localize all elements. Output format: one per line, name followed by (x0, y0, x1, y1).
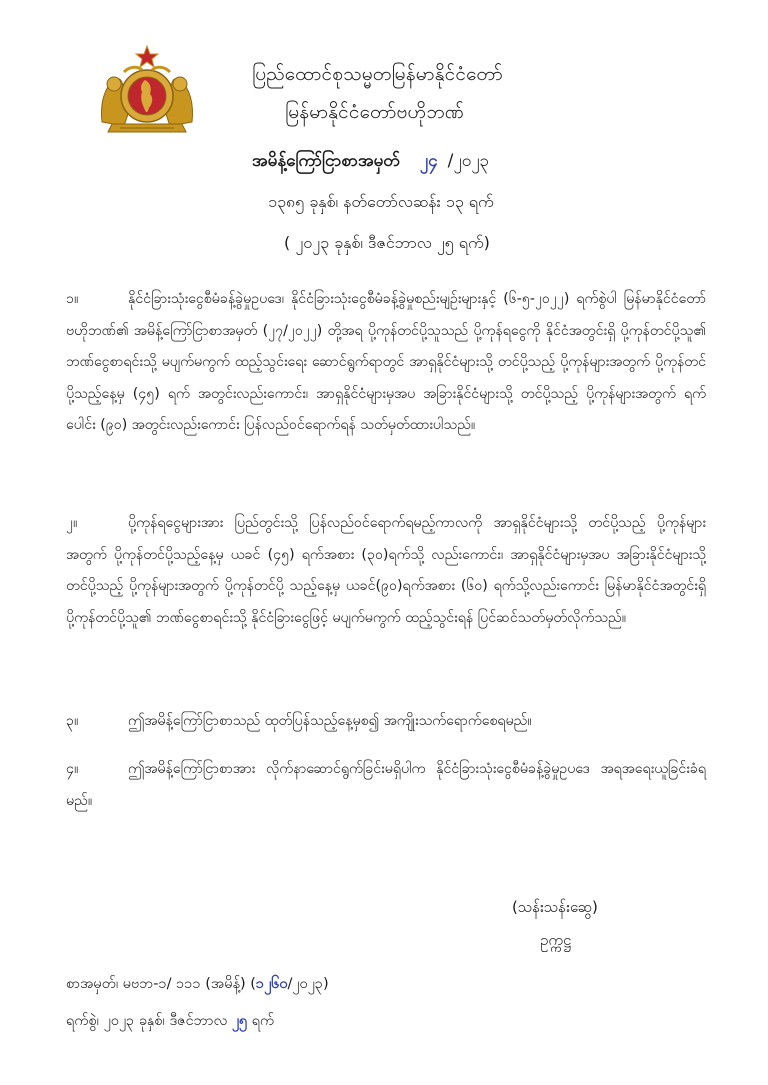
notification-number (252, 150, 489, 175)
paragraph-3 (66, 706, 706, 738)
paragraph-number: ၃။ (66, 713, 79, 729)
reference-day-handwritten: ၂၅ (231, 1013, 248, 1029)
reference-date-suffix: ရက် (251, 1013, 275, 1029)
paragraph-text: ဤအမိန့်ကြော်ငြာစာအား လိုက်နာဆောင်ရွက်ခြင်းမရှိပါက နိုင်ငံခြားသုံးငွေစီမံခန့်ခွဲမှုဥပဒေ အရအရေးယူခြင်းခံရမည်။ (66, 761, 706, 809)
state-seal-emblem (94, 44, 200, 138)
paragraph-1 (66, 284, 706, 442)
reference-date (66, 1012, 274, 1033)
bank-name: မြန်မာနိုင်ငံတော်ဗဟိုဘဏ် (285, 101, 465, 123)
reference-number (66, 975, 329, 996)
government-name: ပြည်ထောင်စုသမ္မတမြန်မာနိုင်ငံတော် (252, 63, 503, 85)
paragraph-text: နိုင်ငံခြားသုံးငွေစီမံခန့်ခွဲမှုဥပဒေ၊ နိုင်ငံခြားသုံးငွေစီမံခန့်ခွဲမှုစည်းမျဉ်းများနှင့် (၆-၅-၂၀၂၂) ရက်စွဲပါ မြန်မာနိုင်ငံတော်ဗဟိုဘဏ်၏ အမိန့်ကြော်ငြာစာအမှတ် (၂၇/၂၀၂၂) တို့အရ ပို့ကုန်တင်ပို့သူသည် ပို့ကုန်ရငွေကို နိုင်ငံအတွင်းရှိ ပို့ကုန်တင်ပို့သူ၏ ဘဏ်ငွေစာရင်းသို့ မပျက်မကွက် ထည့်သွင်းရေး ဆောင်ရွက်ရာတွင် အာရှနိုင်ငံများသို့ တင်ပို့သည့် ပို့ကုန်များအတွက် ပို့ကုန်တင်ပို့သည့်နေ့မှ (၄၅) ရက် အတွင်းလည်းကောင်း၊ အာရှနိုင်ငံများမှအပ အခြားနိုင်ငံများသို့ တင်ပို့သည့် ပို့ကုန်များအတွက် ရက်ပေါင်း (၉၀) အတွင်းလည်းကောင်း ပြန်လည်ဝင်ရောက်ရန် သတ်မှတ်ထားပါသည်။ (66, 291, 706, 433)
paragraph-4 (66, 754, 706, 817)
myanmar-date: ၁၃၈၅ ခုနှစ်၊ နတ်တော်လဆန်း ၁၃ ရက် (268, 192, 494, 211)
paragraph-text: ပို့ကုန်ရငွေများအား ပြည်တွင်းသို့ ပြန်လည်ဝင်ရောက်ရမည့်ကာလကို အာရှနိုင်ငံများသို့ တင်ပို့သည့် ပို့ကုန်များအတွက် ပို့ကုန်တင်ပို့သည့်နေ့မှ ယခင် (၄၅) ရက်အစား (၃၀)ရက်သို့ လည်းကောင်း၊ အာရှနိုင်ငံများမှအပ အခြားနိုင်ငံများသို့ တင်ပို့သည့် ပို့ကုန်များအတွက် ပို့ကုန်တင်ပို့ သည့်နေ့မှ ယခင်(၉၀)ရက်အစား (၆၀) ရက်သို့လည်းကောင်း မြန်မာနိုင်ငံအတွင်းရှိ ပို့ကုန်တင်ပို့သူ၏ ဘဏ်ငွေစာရင်းသို့ နိုင်ငံခြားငွေဖြင့် မပျက်မကွက် ထည့်သွင်းရန် ပြင်ဆင်သတ်မှတ်လိုက်သည်။ (66, 515, 706, 626)
signatory-name: (သန်းသန်းဆွေ) (512, 898, 598, 916)
signatory-title: ဥက္ကဋ္ဌ (540, 931, 572, 949)
paragraph-number: ၁။ (66, 291, 79, 307)
reference-suffix: /၂၀၂၃) (287, 976, 329, 992)
notification-year: /၂၀၂၃ (447, 151, 490, 171)
paragraph-number: ၄။ (66, 761, 79, 777)
notification-num-handwritten: ၂၄ (419, 151, 438, 171)
paragraph-2 (66, 508, 706, 634)
reference-prefix: စာအမှတ်၊ မဗဘ-၁/ ၁၁၁ (အမိန့်) ( (66, 976, 256, 992)
reference-date-prefix: ရက်စွဲ၊ ၂၀၂၃ ခုနှစ်၊ ဒီဇင်ဘာလ (66, 1013, 228, 1029)
gregorian-date: ( ၂၀၂၃ ခုနှစ်၊ ဒီဇင်ဘာလ ၂၅ ရက်) (284, 233, 490, 252)
paragraph-text: ဤအမိန့်ကြော်ငြာစာသည် ထုတ်ပြန်သည့်နေ့မှစ၍ အကျိုးသက်ရောက်စေရမည်။ (128, 713, 532, 729)
paragraph-number: ၂။ (66, 515, 78, 531)
reference-num-handwritten: ၁၂၆၀ (255, 976, 288, 992)
notification-label: အမိန့်ကြော်ငြာစာအမှတ် (252, 151, 400, 171)
